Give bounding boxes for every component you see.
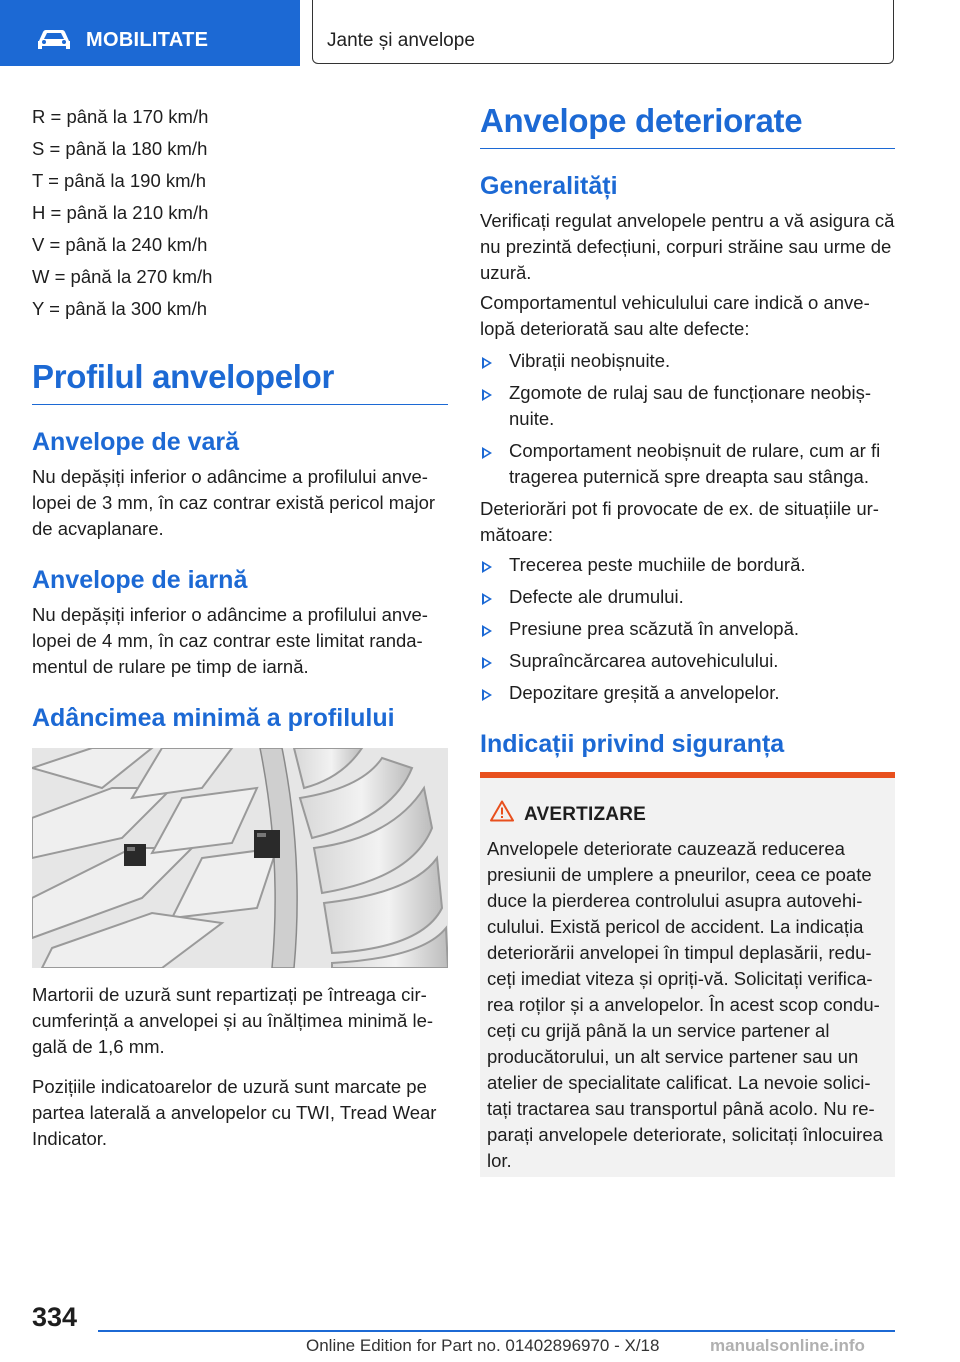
list-item: Depozitare greșită a anvelopelor. — [480, 680, 895, 706]
section-heading: Anvelope deteriorate — [480, 102, 895, 149]
tread-wear-illustration — [32, 748, 448, 968]
speed-item: V = până la 240 km/h — [32, 234, 208, 255]
footer-divider — [98, 1330, 895, 1332]
speed-item: T = până la 190 km/h — [32, 170, 206, 191]
triangle-bullet-icon — [482, 561, 492, 573]
section-label: MOBILITATE — [86, 29, 209, 51]
triangle-bullet-icon — [482, 689, 492, 701]
triangle-bullet-icon — [482, 593, 492, 605]
speed-item: S = până la 180 km/h — [32, 138, 208, 159]
subsection-heading: Anvelope de vară — [32, 428, 240, 456]
list-item: Trecerea peste muchiile de bordură. — [480, 552, 895, 578]
warning-triangle-icon — [490, 800, 514, 822]
speed-item: H = până la 210 km/h — [32, 202, 209, 223]
edition-text: Online Edition for Part no. 01402896970 - X/18 — [306, 1336, 660, 1355]
triangle-bullet-icon — [482, 625, 492, 637]
chapter-title: Jante și anvelope — [327, 30, 475, 51]
paragraph: Pozițiile indicatoarelor de uzură sunt marcate pe partea laterală a anvelopelor cu TWI, Tread Wear Indicator. — [32, 1076, 437, 1149]
subsection-heading: Anvelope de iarnă — [32, 566, 248, 594]
triangle-bullet-icon — [482, 357, 492, 369]
chapter-header — [312, 0, 894, 64]
triangle-bullet-icon — [482, 447, 492, 459]
subsection-heading: Indicații privind siguranța — [480, 730, 785, 758]
list-item: Defecte ale drumului. — [480, 584, 895, 610]
watermark-site: manualsonline.info — [710, 1336, 865, 1355]
paragraph: Nu depășiți inferior o adâncime a profilului anve-lopei de 3 mm, în caz contrar există pericol major de acvaplanare. — [32, 466, 436, 539]
list-item: Comportament neobișnuit de rulare, cum ar fi tragerea puternică spre dreapta sau stânga. — [480, 438, 895, 490]
speed-item: R = până la 170 km/h — [32, 106, 209, 127]
subsection-heading: Adâncimea minimă a profilului — [32, 704, 395, 732]
paragraph: Verificați regulat anvelopele pentru a vă asigura că nu prezintă defecțiuni, corpuri străine sau urme de uzură. — [480, 210, 895, 283]
paragraph: Nu depășiți inferior o adâncime a profilului anve-lopei de 4 mm, în caz contrar este limitat randa-mentul de rulare pe timp de iarnă. — [32, 604, 428, 677]
list-item: Vibrații neobișnuite. — [480, 348, 895, 374]
warning-title: AVERTIZARE — [524, 804, 646, 825]
warning-box — [480, 772, 895, 1177]
page-number: 334 — [32, 1302, 78, 1332]
warning-text: Anvelopele deteriorate cauzează reducerea presiunii de umplere a pneurilor, ceea ce poate duce la pierderea controlului asupra autovehi-culului. Există pericol de accident. La indicația deteriorării anvelopei în timpul deplasării, redu-ceți imediat viteza și opriți-vă. Solicitați verifica-rea roților și a anvelopelor. În acest scop condu-ceți cu grijă până la un service partener al producătorului, un alt service partener sau un atelier de specialitate calificat. La nevoie solici-tați tractarea sau transportul până acolo. Nu re-parați anvelopele deteriorate, solicitați înlocuirea lor. — [487, 838, 883, 1171]
section-heading: Profilul anvelopelor — [32, 358, 448, 405]
list-item: Supraîncărcarea autovehiculului. — [480, 648, 895, 674]
paragraph: Comportamentul vehiculului care indică o anve-lopă deteriorată sau alte defecte: — [480, 292, 870, 339]
figure-caption: Martorii de uzură sunt repartizați pe întreaga cir-cumferință a anvelopei și au înălțimea minimă le-gală de 1,6 mm. — [32, 984, 434, 1057]
speed-item: W = până la 270 km/h — [32, 266, 213, 287]
speed-item: Y = până la 300 km/h — [32, 298, 208, 319]
triangle-bullet-icon — [482, 389, 492, 401]
subsection-heading: Generalități — [480, 172, 618, 200]
list-item: Presiune prea scăzută în anvelopă. — [480, 616, 895, 642]
section-tab[interactable] — [0, 0, 300, 66]
car-icon — [36, 28, 72, 52]
paragraph: Deteriorări pot fi provocate de ex. de situațiile ur-mătoare: — [480, 498, 879, 545]
triangle-bullet-icon — [482, 657, 492, 669]
list-item: Zgomote de rulaj sau de funcționare neobiș-nuite. — [480, 380, 895, 432]
